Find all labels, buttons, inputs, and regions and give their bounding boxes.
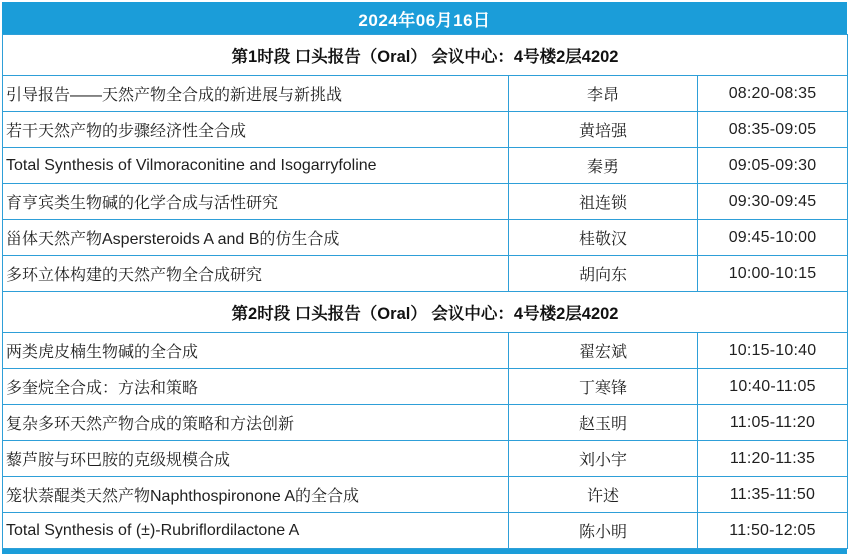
schedule-row — [3, 333, 848, 369]
schedule-row — [3, 369, 848, 405]
time-cell: 10:00-10:15 — [698, 256, 848, 292]
schedule-row — [3, 256, 848, 292]
time-cell: 11:05-11:20 — [698, 405, 848, 441]
talk-title-cell: Total Synthesis of Vilmoraconitine and Isogarryfoline — [3, 148, 509, 184]
speaker-cell: 赵玉明 — [509, 405, 698, 441]
talk-title-cell: Total Synthesis of (±)-Rubriflordilactone A — [3, 513, 509, 549]
schedule-table — [2, 34, 848, 549]
schedule-body — [3, 35, 848, 549]
session-header-row — [3, 35, 848, 76]
schedule-row — [3, 76, 848, 112]
speaker-cell: 胡向东 — [509, 256, 698, 292]
schedule-row — [3, 184, 848, 220]
talk-title-cell: 若干天然产物的步骤经济性全合成 — [3, 112, 509, 148]
talk-title-cell: 多奎烷全合成：方法和策略 — [3, 369, 509, 405]
time-cell: 10:15-10:40 — [698, 333, 848, 369]
time-cell: 11:20-11:35 — [698, 441, 848, 477]
talk-title-cell: 多环立体构建的天然产物全合成研究 — [3, 256, 509, 292]
time-cell: 08:35-09:05 — [698, 112, 848, 148]
schedule-row — [3, 513, 848, 549]
time-cell: 09:30-09:45 — [698, 184, 848, 220]
talk-title-cell: 引导报告——天然产物全合成的新进展与新挑战 — [3, 76, 509, 112]
speaker-cell: 黄培强 — [509, 112, 698, 148]
time-cell: 11:50-12:05 — [698, 513, 848, 549]
time-cell: 10:40-11:05 — [698, 369, 848, 405]
time-cell: 09:45-10:00 — [698, 220, 848, 256]
speaker-cell: 祖连锁 — [509, 184, 698, 220]
speaker-cell: 桂敬汉 — [509, 220, 698, 256]
schedule-row — [3, 441, 848, 477]
session-header-row — [3, 292, 848, 333]
speaker-cell: 许述 — [509, 477, 698, 513]
session-title: 第1时段 口头报告（Oral） 会议中心：4号楼2层4202 — [3, 35, 848, 76]
time-cell: 08:20-08:35 — [698, 76, 848, 112]
time-cell: 11:35-11:50 — [698, 477, 848, 513]
session-title: 第2时段 口头报告（Oral） 会议中心：4号楼2层4202 — [3, 292, 848, 333]
speaker-cell: 翟宏斌 — [509, 333, 698, 369]
talk-title-cell: 育亨宾类生物碱的化学合成与活性研究 — [3, 184, 509, 220]
talk-title-cell: 藜芦胺与环巴胺的克级规模合成 — [3, 441, 509, 477]
speaker-cell: 陈小明 — [509, 513, 698, 549]
schedule-row — [3, 220, 848, 256]
conference-schedule — [2, 2, 847, 554]
talk-title-cell: 甾体天然产物Aspersteroids A and B的仿生合成 — [3, 220, 509, 256]
schedule-row — [3, 405, 848, 441]
talk-title-cell: 复杂多环天然产物合成的策略和方法创新 — [3, 405, 509, 441]
date-header: 2024年06月16日 — [2, 2, 847, 34]
schedule-row — [3, 148, 848, 184]
speaker-cell: 丁寒锋 — [509, 369, 698, 405]
talk-title-cell: 两类虎皮楠生物碱的全合成 — [3, 333, 509, 369]
time-cell: 09:05-09:30 — [698, 148, 848, 184]
speaker-cell: 李昂 — [509, 76, 698, 112]
speaker-cell: 秦勇 — [509, 148, 698, 184]
speaker-cell: 刘小宇 — [509, 441, 698, 477]
schedule-row — [3, 112, 848, 148]
talk-title-cell: 笼状萘醌类天然产物Naphthospironone A的全合成 — [3, 477, 509, 513]
schedule-row — [3, 477, 848, 513]
